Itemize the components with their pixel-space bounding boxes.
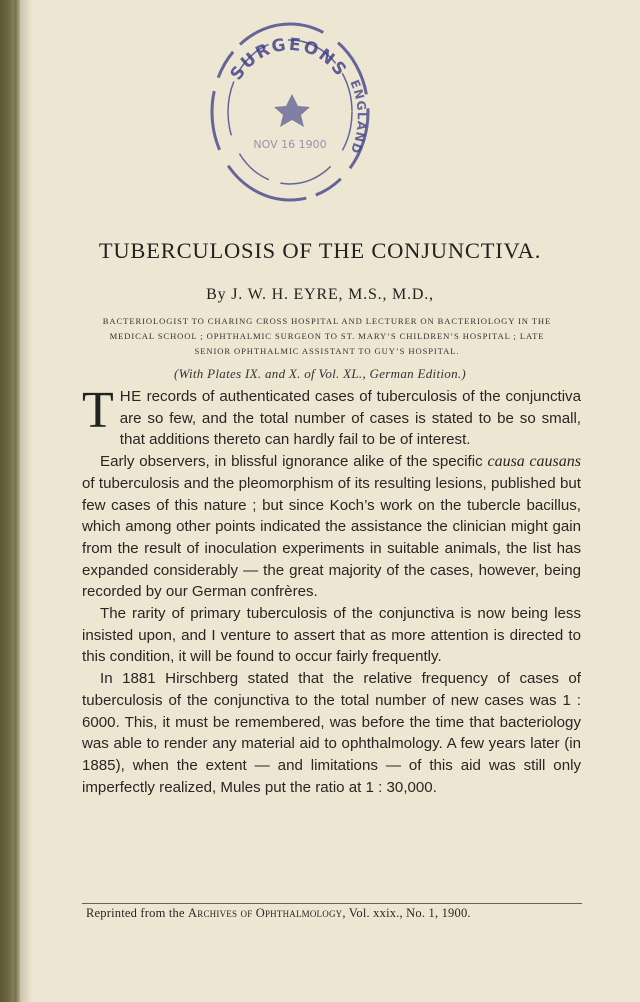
paragraph-text: of tuberculosis and the pleomorphism of its resulting lesions, published but few cases of this nature ; but since Koch’s work on the tubercle bacillus, which among other points indicated the assistance the clinician might gain from the result of inoculation experiments in suitable animals, the list has expanded considerably — the great majority of the cases, however, being recorded by our German confrères.: [82, 474, 581, 601]
library-stamp: [200, 12, 380, 212]
author-credentials: [64, 314, 590, 359]
italic-term: causa causans: [487, 453, 581, 471]
credentials-line: MEDICAL SCHOOL ; OPHTHALMIC SURGEON TO ST. MARY’S CHILDREN’S HOSPITAL ; LATE: [109, 331, 545, 341]
stamp-graphic: [200, 12, 380, 212]
author-byline: By J. W. H. EYRE, M.S., M.D.,: [206, 286, 434, 303]
paragraph: [82, 382, 581, 451]
svg-text:SURGEONS: SURGEONS: [226, 34, 352, 85]
article-title: TUBERCULOSIS OF THE CONJUNCTIVA.: [98, 238, 542, 263]
paragraph-text: records of authenticated cases of tuberculosis of the conjunctiva are so few, and the total number of cases is stated to be so small, that additions thereto can hardly fail to be of interest.: [119, 388, 581, 449]
paragraph-text: Early observers, in blissful ignorance alike of the specific: [100, 453, 488, 471]
drop-cap: T: [82, 382, 114, 439]
credentials-line: SENIOR OPHTHALMIC ASSISTANT TO GUY’S HOSPITAL.: [194, 346, 460, 356]
gutter-shadow: [14, 0, 32, 1002]
credentials-line: BACTERIOLOGIST TO CHARING CROSS HOSPITAL AND LECTURER ON BACTERIOLOGY IN THE: [102, 316, 552, 326]
paragraph: In 1881 Hirschberg stated that the relative frequency of cases of tuberculosis of the conjunctiva to the total number of new cases was 1 : 6000. This, it must be remembered, was before the time that bacteriology was able to render any material aid to ophthalmology. A few years later (in 1885), when the extent — and limitations — of this aid was still only imperfectly realized, Mules put the ratio at 1 : 30,000.: [82, 670, 581, 796]
footnote-divider: [82, 903, 582, 904]
paragraph: The rarity of primary tuberculosis of the conjunctiva is now being less insisted upon, and I venture to assert that as more attention is directed to this condition, it will be found to occur fairly frequently.: [82, 605, 581, 666]
lead-word: HE: [119, 388, 142, 405]
footnote-prefix: Reprinted from the: [86, 906, 189, 920]
svg-text:ENGLAND: ENGLAND: [347, 77, 369, 157]
reprint-footnote: [86, 906, 586, 921]
article-body: [82, 382, 581, 798]
edition-note: (With Plates IX. and X. of Vol. XL., German Edition.): [173, 366, 467, 381]
svg-text:NOV 16 1900: NOV 16 1900: [253, 138, 327, 151]
paragraph: [82, 451, 581, 603]
footnote-suffix: , Vol. xxix., No. 1, 1900.: [342, 906, 471, 920]
journal-name: Archives of Ophthalmology: [188, 906, 343, 920]
